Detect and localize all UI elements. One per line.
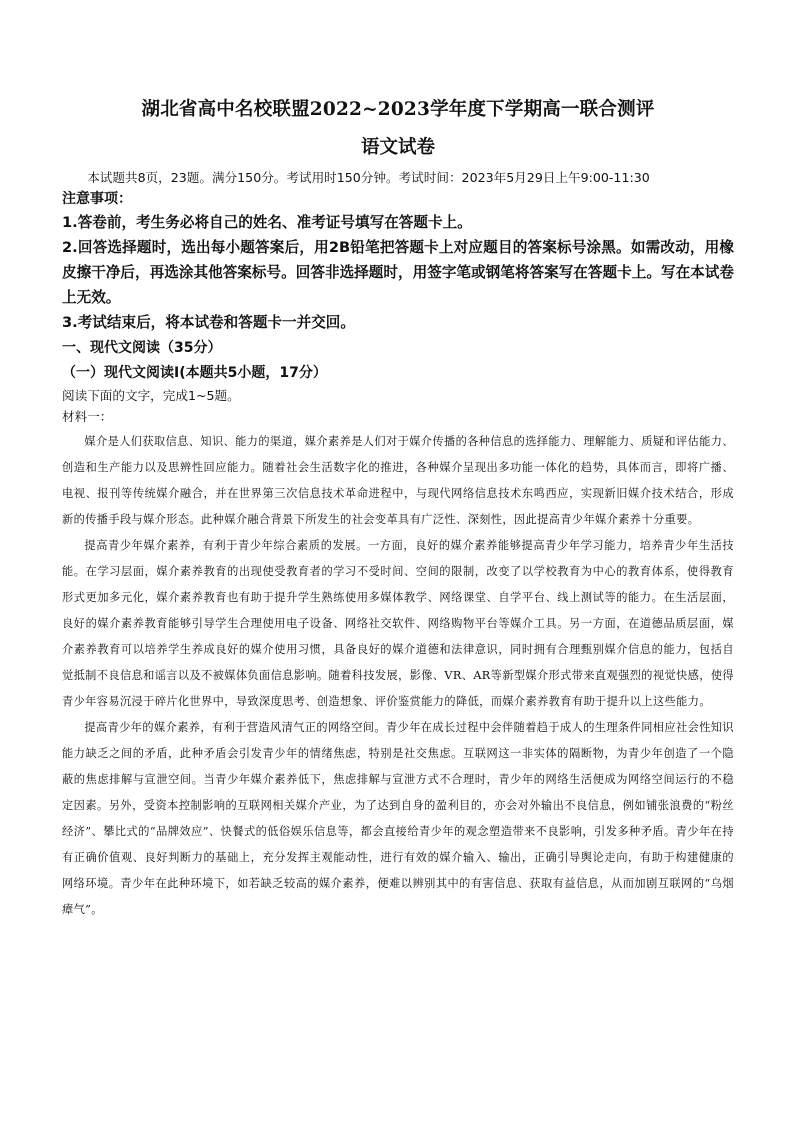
paragraph-3: 提高青少年的媒介素养，有利于营造风清气正的网络空间。青少年在成长过程中会伴随着趋于成人的生理条件同相应社会性知识能力缺乏之间的矛盾，此种矛盾会引发青少年的情绪焦虑，特别是社交焦虑。互联网这一非实体的隔断物，为青少年创造了一个隐蔽的焦虑排解与宣泄空间。当青少年媒介素养低下，焦虑排解与宣泄方式不合理时，青少年的网络生活便成为网络空间运行的不稳定因素。另外，受资本控制影响的互联网相关媒介产业，为了达到自身的盈利目的，亦会对外输出不良信息，例如铺张浪费的“粉丝经济”、攀比式的“品牌效应”、快餐式的低俗娱乐信息等，都会直接给青少年的观念塑造带来不良影响，引发多种矛盾。青少年在持有正确价值观、良好判断力的基础上，充分发挥主观能动性，进行有效的媒介输入、输出，正确引导舆论走向，有助于构建健康的网络环境。青少年在此种环境下，如若缺乏较高的媒介素养，便难以辨别其中的有害信息、获取有益信息，从而加剧互联网的“乌烟瘴气”。: [62, 721, 734, 916]
material-label: 材料一：: [62, 409, 113, 424]
paragraph-1: 媒介是人们获取信息、知识、能力的渠道，媒介素养是人们对于媒介传播的各种信息的选择能力、理解能力、质疑和评估能力、创造和生产能力以及思辨性回应能力。随着社会生活数字化的推进，各种媒介呈现出多功能一体化的趋势，具体而言，即将广播、电视、报刊等传统媒介融合，并在世界第三次信息技术革命进程中，与现代网络信息技术东鸣西应，实现新旧媒介技术结合，形成新的传播手段与媒介形态。此种媒介融合背景下所发生的社会变革具有广泛性、深刻性，因此提高青少年媒介素养十分重要。: [62, 435, 734, 526]
exam-subtitle: 语文试卷: [360, 137, 435, 158]
paragraph-2: 提高青少年媒介素养，有利于青少年综合素质的发展。一方面，良好的媒介素养能够提高青少年学习能力，培养青少年生活技能。在学习层面，媒介素养教育的出现使受教育者的学习不受时间、空间的限制，改变了以学校教育为中心的教育体系，使得教育形式更加多元化，媒介素养教育也有助于提升学生熟练使用多媒体教学、网络课堂、自学平台、线上测试等的能力。在生活层面，良好的媒介素养教育能够引导学生合理使用电子设备、网络社交软件、网络购物平台等媒介工具。另一方面，在道德品质层面，媒介素养教育可以培养学生养成良好的媒介使用习惯，具备良好的媒介道德和法律意识，同时拥有合理甄别媒介信息的能力，包括自觉抵制不良信息和谣言以及不被媒体负面信息影响。随着科技发展，影像、VR、AR等新型媒介形式带来直观强烈的视觉快感，使得青少年容易沉浸于碎片化世界中，导致深度思考、创造想象、评价鉴赏能力的降低，而媒介素养教育有助于提升以上这些能力。: [62, 539, 734, 708]
exam-title: 湖北省高中名校联盟2022~2023学年度下学期高一联合测评: [141, 99, 655, 120]
notice-item-2: 2.回答选择题时，选出每小题答案后，用2B铅笔把答题卡上对应题目的答案标号涂黑。如需改动，用橡皮擦干净后，再选涂其他答案标号。回答非选择题时，用签字笔或钢笔将答案写在答题卡上。写在本试卷上无效。: [62, 239, 734, 306]
section-subheading: （一）现代文阅读Ⅰ(本题共5小题，17分）: [62, 365, 327, 381]
section-heading: 一、现代文阅读（35分）: [62, 340, 222, 356]
exam-info: 本试题共8页，23题。满分150分。考试用时150分钟。考试时间：2023年5月29日上午9:00-11:30: [87, 170, 650, 185]
notice-item-3: 3.考试结束后，将本试卷和答题卡一并交回。: [62, 314, 355, 331]
reading-instruction: 阅读下面的文字，完成1~5题。: [62, 388, 240, 403]
notice-item-1: 1.答卷前，考生务必将自己的姓名、准考证号填写在答题卡上。: [62, 214, 472, 231]
notice-title: 注意事项：: [62, 191, 132, 207]
